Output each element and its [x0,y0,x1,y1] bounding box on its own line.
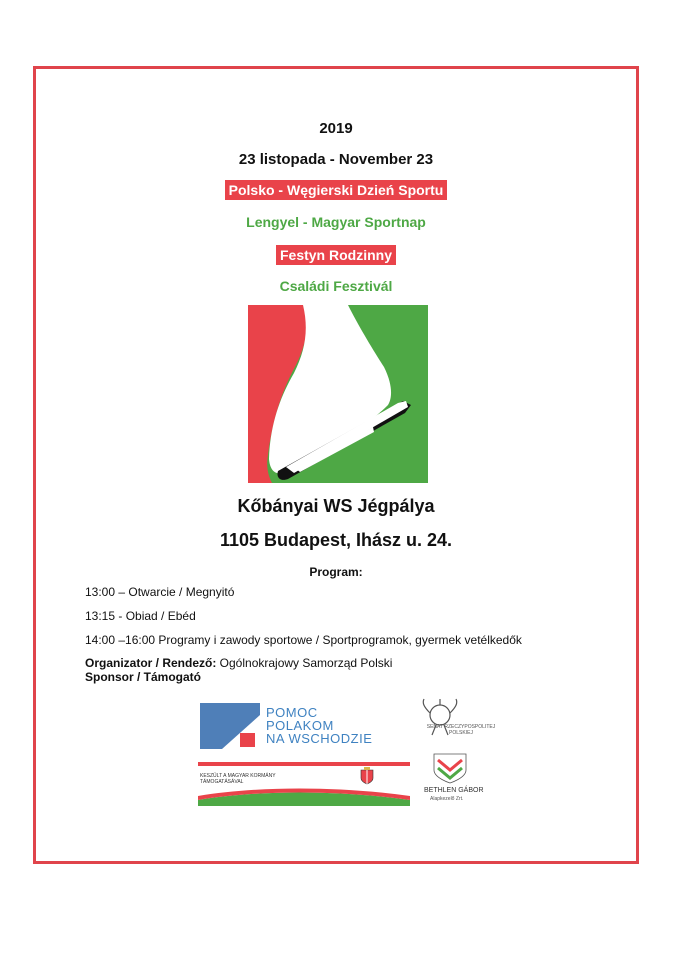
senat-label: SENAT RZECZYPOSPOLITEJ POLSKIEJ [426,724,496,736]
bethlen-gabor-sublabel: Alapkezelő Zrt. [430,796,464,802]
senat-eagle-icon [418,695,480,750]
festival-polish [33,245,639,265]
sponsor-label: Sponsor / Támogató [85,670,202,684]
organizer-label: Organizator / Rendező: [85,656,217,670]
festival-polish-label: Festyn Rodzinny [276,245,396,265]
support-line-1: KESZÜLT A MAGYAR KORMÁNY [200,773,276,779]
support-line-2: TÁMOGATÁSÁVAL [200,779,244,785]
event-title-polish [33,180,639,200]
pomoc-arrow-icon [200,703,260,749]
pomoc-polakom-logo [200,703,412,749]
pomoc-logo-mark [200,703,260,749]
program-item: 13:00 – Otwarcie / Megnyitó [85,585,235,599]
program-item: 13:15 - Obiad / Ebéd [85,609,196,623]
pomoc-line-1: POMOC [266,705,318,720]
event-title-hungarian: Lengyel - Magyar Sportnap [246,214,426,230]
government-support-text [200,773,276,785]
bethlen-gabor-label: BETHLEN GÁBOR [424,787,484,794]
bethlen-gabor-crest-icon [428,752,472,784]
hungarian-crest-icon [360,767,374,785]
pomoc-line-2: POLAKOM [266,718,334,733]
festival-hungarian: Családi Fesztivál [279,278,393,294]
ice-skate-logo [248,305,428,483]
pomoc-line-3: NA WSCHODZIE [266,731,373,746]
pomoc-logo-text [266,706,372,745]
venue-name: Kőbányai WS Jégpálya [237,496,435,516]
event-title-polish-label: Polsko - Węgierski Dzień Sportu [225,180,448,200]
event-date: 23 listopada - November 23 [238,151,434,168]
organizer-line [85,656,392,670]
organizer-value: Ogólnokrajowy Samorząd Polski [216,656,393,670]
program-heading: Program: [309,565,363,579]
event-year: 2019 [319,120,353,137]
venue-address: 1105 Budapest, Ihász u. 24. [219,530,453,550]
program-item: 14:00 –16:00 Programy i zawody sportowe / Sportprogramok, gyermek vetélkedők [85,633,522,647]
